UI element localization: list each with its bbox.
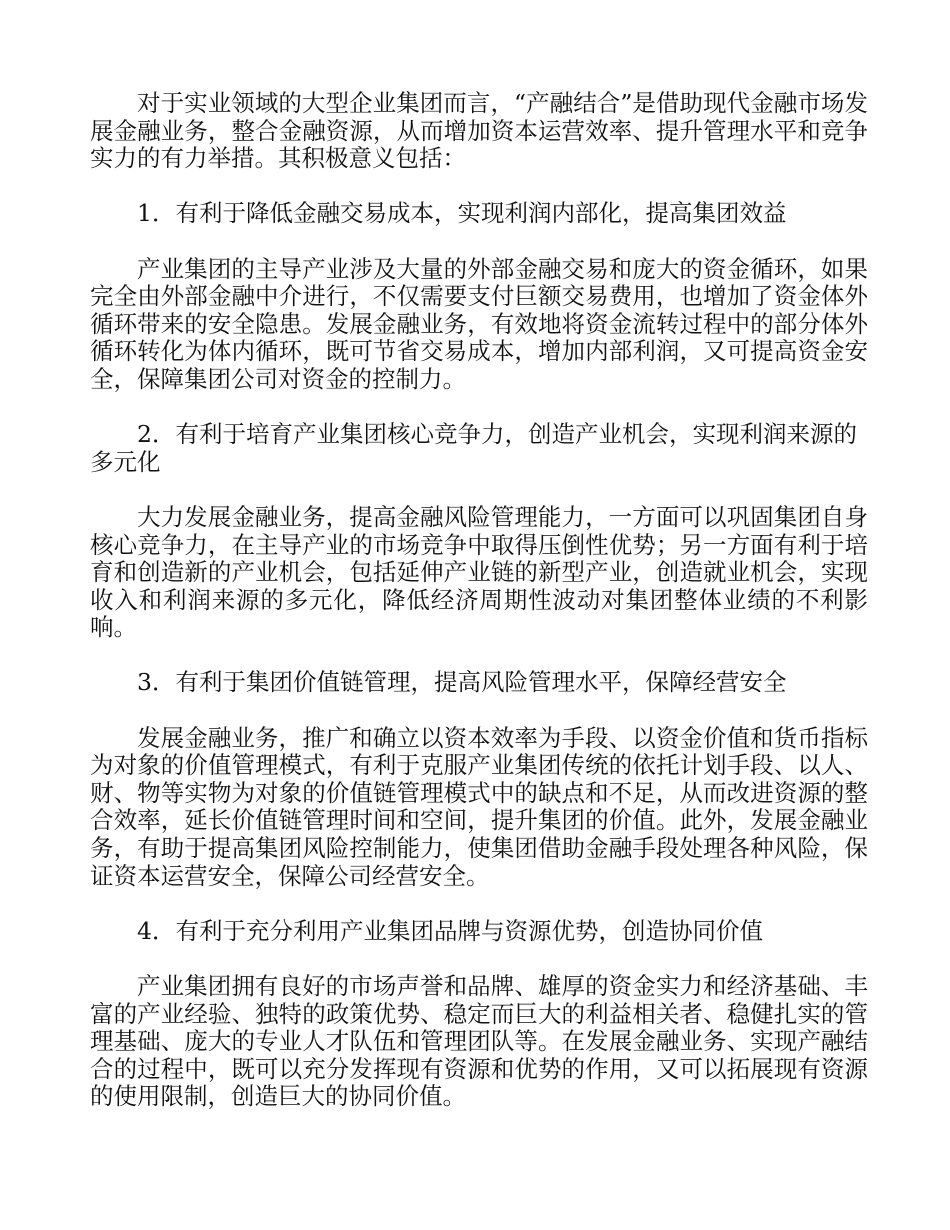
section-body-2: 大力发展金融业务，提高金融风险管理能力，一方面可以巩固集团自身核心竞争力，在主导产业的市场竞争中取得压倒性优势；另一方面有利于培育和创造新的产业机会，包括延伸产业链的新型产业，创造就业机会，实现收入和利润来源的多元化，降低经济周期性波动对集团整体业绩的不利影响。: [90, 502, 868, 642]
section-body-3: 发展金融业务，推广和确立以资本效率为手段、以资金价值和货币指标为对象的价值管理模式，有利于克服产业集团传统的依托计划手段、以人、财、物等实物为对象的价值链管理模式中的缺点和不足，从而改进资源的整合效率，延长价值链管理时间和空间，提升集团的价值。此外，发展金融业务，有助于提高集团风险控制能力，使集团借助金融手段处理各种风险，保证资本运营安全，保障公司经营安全。: [90, 723, 868, 890]
intro-paragraph: 对于实业领域的大型企业集团而言，“产融结合”是借助现代金融市场发展金融业务，整合金融资源，从而增加资本运营效率、提升管理水平和竞争实力的有力举措。其积极意义包括：: [90, 89, 868, 173]
section-heading-4: 4．有利于充分利用产业集团品牌与资源优势，创造协同价值: [137, 916, 763, 945]
section-body-4: 产业集团拥有良好的市场声誉和品牌、雄厚的资金实力和经济基础、丰富的产业经验、独特的政策优势、稳定而巨大的利益相关者、稳健扎实的管理基础、庞大的专业人才队伍和管理团队等。在发展金融业务、实现产融结合的过程中，既可以充分发挥现有资源和优势的作用，又可以拓展现有资源的使用限制，创造巨大的协同价值。: [90, 972, 868, 1111]
section-heading-3: 3．有利于集团价值链管理，提高风险管理水平，保障经营安全: [137, 668, 787, 697]
section-heading-2: 2．有利于培育产业集团核心竞争力，创造产业机会，实现利润来源的多元化: [90, 420, 857, 476]
section-body-1: 产业集团的主导产业涉及大量的外部金融交易和庞大的资金循环，如果完全由外部金融中介进行，不仅需要支付巨额交易费用，也增加了资金体外循环带来的安全隐患。发展金融业务，有效地将资金流转过程中的部分体外循环转化为体内循环，既可节省交易成本，增加内部利润，又可提高资金安全，保障集团公司对资金的控制力。: [90, 254, 868, 393]
section-heading-1: 1．有利于降低金融交易成本，实现利润内部化，提高集团效益: [137, 199, 787, 228]
document-page: [90, 90, 868, 1139]
